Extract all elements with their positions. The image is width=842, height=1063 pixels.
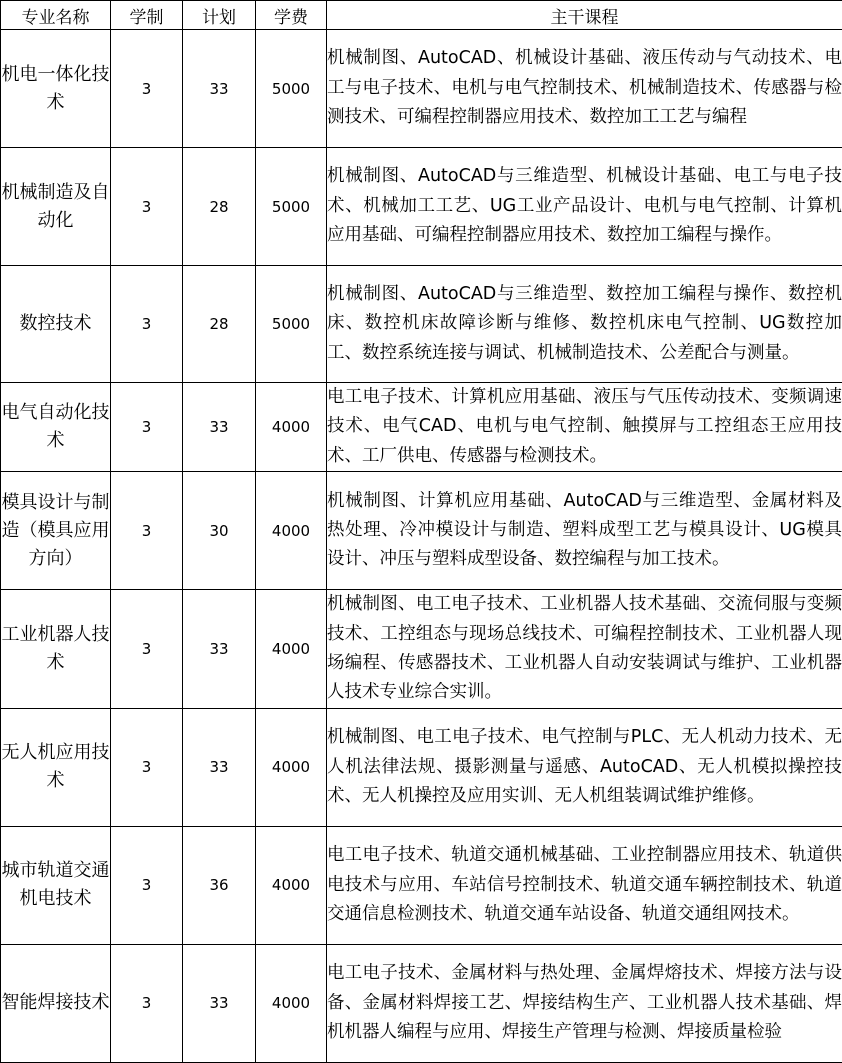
program-plan: 28 [183, 148, 256, 266]
program-courses: 机械制图、AutoCAD与三维造型、数控加工编程与操作、数控机床、数控机床故障诊断与维修、数控机床电气控制、UG数控加工、数控系统连接与调试、机械制造技术、公差配合与测量。 [327, 266, 842, 383]
program-years: 3 [111, 148, 183, 266]
program-courses: 电工电子技术、金属材料与热处理、金属焊熔技术、焊接方法与设备、金属材料焊接工艺、焊接结构生产、工业机器人技术基础、焊机机器人编程与应用、焊接生产管理与检测、焊接质量检验 [327, 944, 842, 1062]
program-plan: 36 [183, 826, 256, 944]
program-name: 机械制造及自动化 [1, 148, 111, 266]
header-years: 学制 [111, 1, 183, 30]
table-row [1, 383, 842, 472]
table-row [1, 266, 842, 383]
program-fee: 4000 [256, 472, 327, 590]
program-years: 3 [111, 472, 183, 590]
program-fee: 5000 [256, 30, 327, 148]
program-name: 工业机器人技术 [1, 590, 111, 709]
table-row [1, 826, 842, 944]
program-fee: 5000 [256, 148, 327, 266]
program-name: 智能焊接技术 [1, 944, 111, 1062]
program-plan: 33 [183, 383, 256, 472]
table-row [1, 148, 842, 266]
program-fee: 4000 [256, 590, 327, 709]
header-courses: 主干课程 [327, 1, 842, 30]
program-years: 3 [111, 266, 183, 383]
program-fee: 4000 [256, 826, 327, 944]
program-plan: 33 [183, 30, 256, 148]
program-courses: 机械制图、电工电子技术、电气控制与PLC、无人机动力技术、无人机法律法规、摄影测量与遥感、AutoCAD、无人机模拟操控技术、无人机操控及应用实训、无人机组装调试维护维修。 [327, 708, 842, 826]
program-years: 3 [111, 826, 183, 944]
program-name: 无人机应用技术 [1, 708, 111, 826]
program-fee: 4000 [256, 383, 327, 472]
program-fee: 5000 [256, 266, 327, 383]
program-courses: 电工电子技术、轨道交通机械基础、工业控制器应用技术、轨道供电技术与应用、车站信号控制技术、轨道交通车辆控制技术、轨道交通信息检测技术、轨道交通车站设备、轨道交通组网技术。 [327, 826, 842, 944]
program-courses: 机械制图、计算机应用基础、AutoCAD与三维造型、金属材料及热处理、冷冲模设计与制造、塑料成型工艺与模具设计、UG模具设计、冲压与塑料成型设备、数控编程与加工技术。 [327, 472, 842, 590]
program-plan: 30 [183, 472, 256, 590]
header-plan: 计划 [183, 1, 256, 30]
program-years: 3 [111, 383, 183, 472]
program-plan: 33 [183, 944, 256, 1062]
header-row [1, 1, 842, 30]
header-fee: 学费 [256, 1, 327, 30]
table-row [1, 944, 842, 1062]
program-years: 3 [111, 708, 183, 826]
program-name: 城市轨道交通机电技术 [1, 826, 111, 944]
program-courses: 电工电子技术、计算机应用基础、液压与气压传动技术、变频调速技术、电气CAD、电机与电气控制、触摸屏与工控组态王应用技术、工厂供电、传感器与检测技术。 [327, 383, 842, 472]
program-plan: 33 [183, 708, 256, 826]
program-name: 电气自动化技术 [1, 383, 111, 472]
program-fee: 4000 [256, 708, 327, 826]
program-plan: 28 [183, 266, 256, 383]
program-name: 机电一体化技术 [1, 30, 111, 148]
program-courses: 机械制图、电工电子技术、工业机器人技术基础、交流伺服与变频技术、工控组态与现场总线技术、可编程控制技术、工业机器人现场编程、传感器技术、工业机器人自动安装调试与维护、工业机器人技术专业综合实训。 [327, 590, 842, 709]
table-row [1, 590, 842, 709]
program-name: 数控技术 [1, 266, 111, 383]
table-row [1, 708, 842, 826]
program-plan: 33 [183, 590, 256, 709]
program-fee: 4000 [256, 944, 327, 1062]
header-name: 专业名称 [1, 1, 111, 30]
program-years: 3 [111, 30, 183, 148]
program-name: 模具设计与制造（模具应用方向） [1, 472, 111, 590]
program-courses: 机械制图、AutoCAD与三维造型、机械设计基础、电工与电子技术、机械加工工艺、UG工业产品设计、电机与电气控制、计算机应用基础、可编程控制器应用技术、数控加工编程与操作。 [327, 148, 842, 266]
program-years: 3 [111, 590, 183, 709]
table-row [1, 472, 842, 590]
table-row [1, 30, 842, 148]
program-courses: 机械制图、AutoCAD、机械设计基础、液压传动与气动技术、电工与电子技术、电机与电气控制技术、机械制造技术、传感器与检测技术、可编程控制器应用技术、数控加工工艺与编程 [327, 30, 842, 148]
program-years: 3 [111, 944, 183, 1062]
